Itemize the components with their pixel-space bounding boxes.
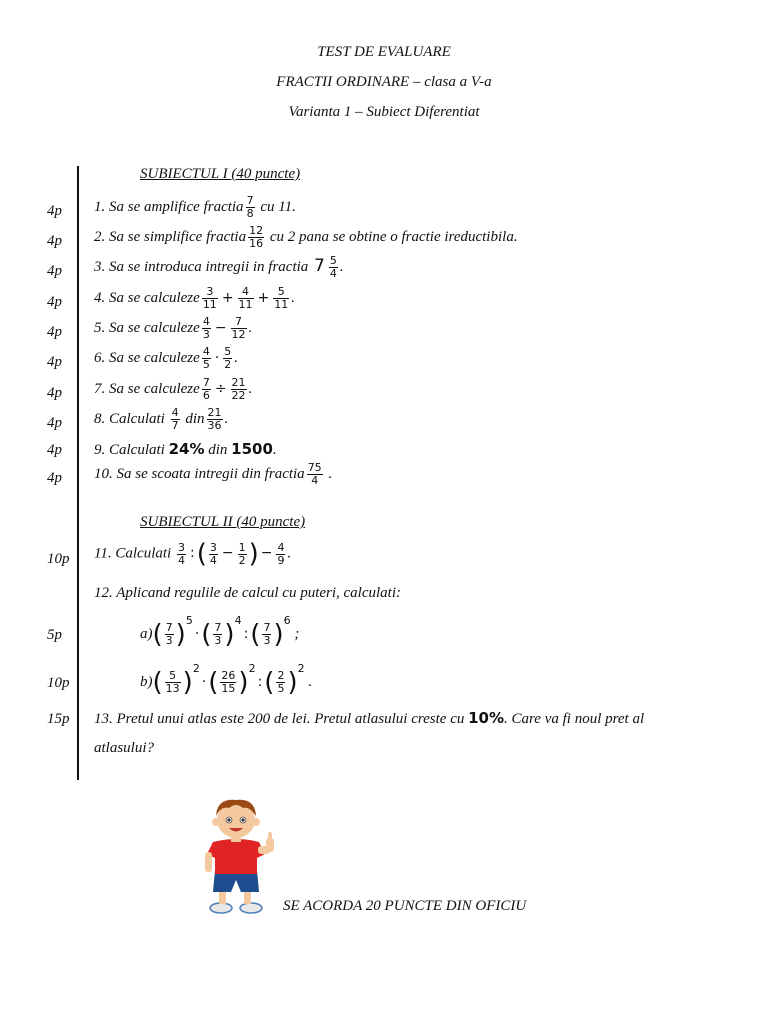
item-1: 1. Sa se amplifice fractia $\frac{7}{8}$ cu 11. [94,194,296,220]
points-5: 4p [47,324,62,340]
item-11: 11. Calculati $\frac{3}{4}$ :( $\frac{3}{4}$ − $\frac{1}{2}$ ) − $\frac{4}{9}$ . [94,539,292,569]
boy-thumbs-up-illustration [203,796,279,916]
points-8: 4p [47,415,62,431]
test-title: TEST DE EVALUARE [317,44,451,60]
margin-line [77,166,79,780]
item-8: 8. Calculati $\frac{4}{7}$ din $\frac{21}{36}$ . [94,406,229,432]
item-3: 3. Sa se introduca intregii in fractia 7 $\frac{5}{4}$ . [94,254,344,280]
item-10: 10. Sa se scoata intregii din fractia $\frac{75}{4}$ . [94,461,333,487]
item-12b: b)( $\frac{5}{13}$ )$^2$·( $\frac{26}{15}$ )$^2$:( $\frac{2}{5}$ )$^2$ . [140,662,313,698]
points-2: 4p [47,233,62,249]
footer-note: SE ACORDA 20 PUNCTE DIN OFICIU [283,898,527,914]
points-9: 4p [47,442,62,458]
points-12b: 10p [47,675,70,691]
fraction: $\frac{12}{16}$ [249,224,264,250]
section-1-title: SUBIECTUL I (40 puncte) [140,166,301,182]
item-7: 7. Sa se calculeze $\frac{7}{6}$ ÷ $\frac{21}{22}$ . [94,376,253,402]
points-10: 4p [47,470,62,486]
item-13-line-2: atlasului? [94,740,155,756]
section-2-title: SUBIECTUL II (40 puncte) [140,514,306,530]
fraction: $\frac{7}{8}$ [246,194,254,220]
item-12: 12. Aplicand regulile de calcul cu puteri, calculati: [94,585,402,601]
points-6: 4p [47,354,62,370]
points-4: 4p [47,294,62,310]
item-4: 4. Sa se calculeze $\frac{3}{11}$ + $\frac{4}{11}$ + $\frac{5}{11}$ . [94,285,296,311]
fraction: $\frac{5}{4}$ [329,254,337,280]
test-subtitle: FRACTII ORDINARE – clasa a V-a [276,74,492,90]
points-1: 4p [47,203,62,219]
item-5: 5. Sa se calculeze $\frac{4}{3}$ − $\frac{7}{12}$ . [94,315,253,341]
points-12a: 5p [47,627,62,643]
points-11: 10p [47,551,70,567]
points-13: 15p [47,711,70,727]
test-variant: Varianta 1 – Subiect Diferentiat [288,104,480,120]
item-12a: a)( $\frac{7}{3}$ )$^5$·( $\frac{7}{3}$ )$^4$:( $\frac{7}{3}$ )$^6$ ; [140,614,300,650]
item-2: 2. Sa se simplifice fractia $\frac{12}{16}$ cu 2 pana se obtine o fractie ireductibila. [94,224,518,250]
points-7: 4p [47,385,62,401]
item-13: 13. Pretul unui atlas este 200 de lei. Pretul atlasului creste cu 10%. Care va fi noul pret al [94,709,645,727]
item-9: 9. Calculati 24% din 1500. [94,440,277,458]
points-3: 4p [47,263,62,279]
item-6: 6. Sa se calculeze $\frac{4}{5}$ · $\frac{5}{2}$ . [94,345,239,371]
